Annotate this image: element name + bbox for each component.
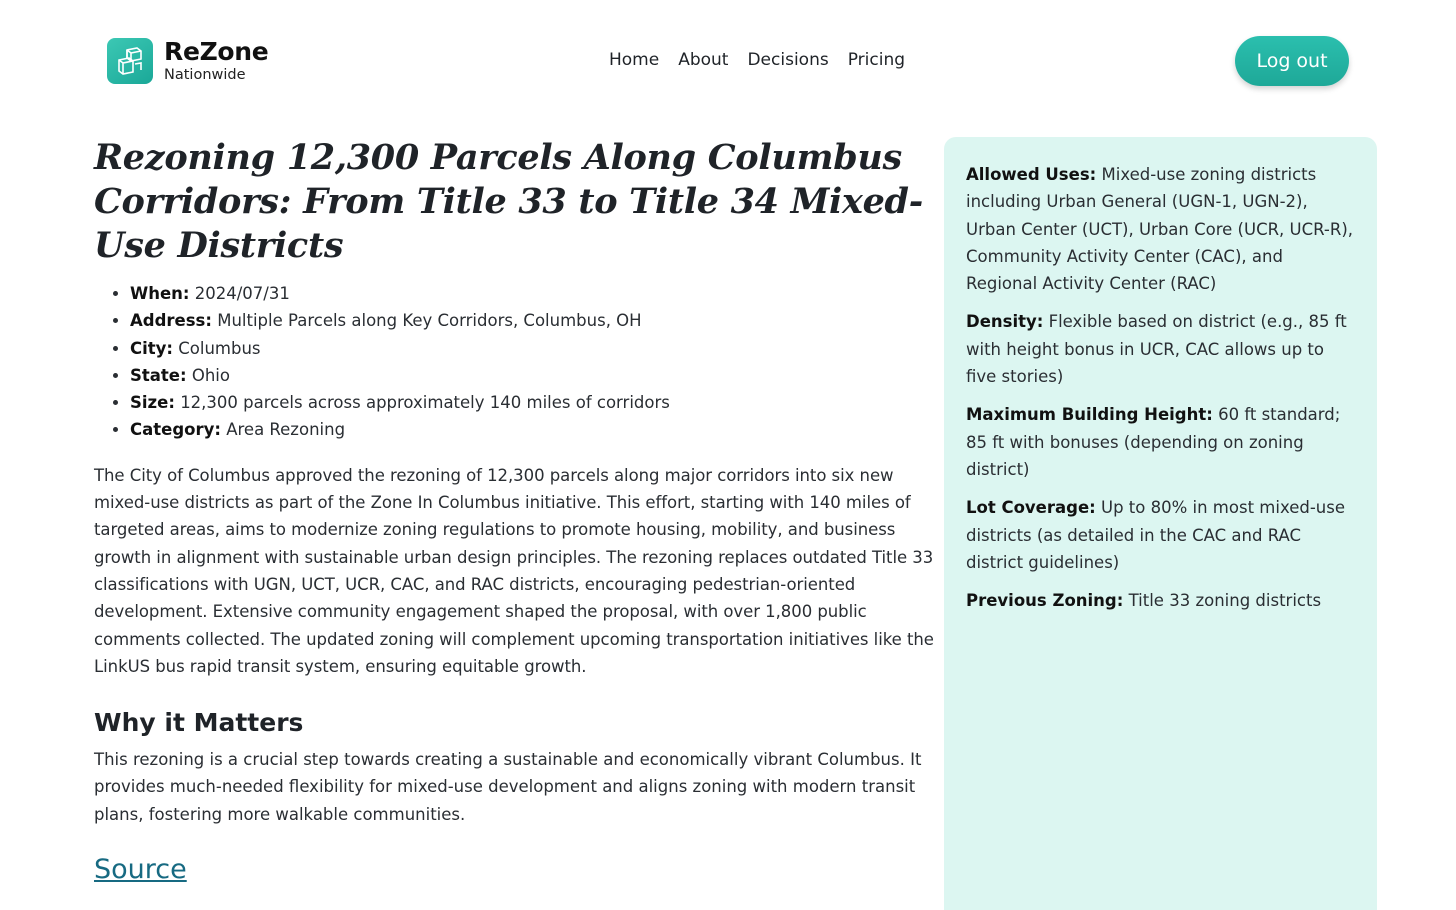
detail-allowed-uses — [966, 161, 1355, 297]
detail-value: Flexible based on district (e.g., 85 ft with height bonus in UCR, CAC allows up to five stories) — [966, 312, 1347, 387]
brand-subtitle: Nationwide — [164, 67, 246, 84]
meta-value: Multiple Parcels along Key Corridors, Columbus, OH — [217, 311, 642, 331]
nav-decisions[interactable]: Decisions — [747, 50, 829, 70]
article — [94, 136, 934, 885]
article-title: Rezoning 12,300 Parcels Along Columbus Corridors: From Title 33 to Title 34 Mixed-Use Districts — [94, 137, 923, 266]
nav-pricing[interactable]: Pricing — [847, 50, 906, 70]
detail-value: Up to 80% in most mixed-use districts (as detailed in the CAC and RAC district guidelines) — [966, 498, 1345, 572]
meta-value: 12,300 parcels across approximately 140 miles of corridors — [180, 393, 670, 413]
meta-value: 2024/07/31 — [194, 284, 290, 303]
source-link[interactable]: Source — [94, 854, 187, 886]
detail-value: Title 33 zoning districts — [1128, 591, 1322, 611]
zoning-details-panel — [944, 137, 1377, 910]
detail-density — [966, 308, 1355, 390]
meta-label: Size: — [130, 393, 175, 413]
why-it-matters-text: This rezoning is a crucial step towards creating a sustainable and economically vibrant Columbus. It provides much-needed flexibility for mixed-use development and aligns zoning with modern transit plans, fostering more walkable communities. — [94, 750, 922, 824]
brand[interactable] — [107, 38, 268, 84]
logout-button[interactable]: Log out — [1235, 36, 1349, 86]
detail-value: Mixed-use zoning districts including Urban General (UGN-1, UGN-2), Urban Center (UCT), Urban Core (UCR, UCR-R), Community Activity Center (CAC), and Regional Activity Center (RAC) — [966, 165, 1354, 294]
detail-max-height — [966, 401, 1355, 483]
detail-label: Lot Coverage: — [966, 498, 1096, 518]
meta-item-size — [130, 389, 934, 416]
brand-name: ReZone — [164, 37, 269, 67]
detail-label: Allowed Uses: — [966, 165, 1097, 184]
building-logo-icon — [107, 38, 153, 84]
why-it-matters-heading: Why it Matters — [94, 708, 304, 738]
meta-label: Address: — [130, 311, 212, 331]
nav-about[interactable]: About — [678, 50, 729, 70]
meta-label: State: — [130, 365, 187, 385]
main-nav — [609, 50, 924, 70]
nav-home[interactable]: Home — [609, 50, 660, 70]
meta-label: Category: — [130, 420, 221, 440]
meta-item-address — [130, 307, 934, 334]
detail-label: Density: — [966, 312, 1044, 332]
meta-item-when — [130, 280, 934, 307]
meta-value: Columbus — [178, 338, 261, 358]
meta-label: City: — [130, 338, 174, 358]
meta-label: When: — [130, 284, 190, 303]
detail-value: 60 ft standard; 85 ft with bonuses (depending on zoning district) — [966, 405, 1341, 479]
meta-item-state — [130, 362, 934, 389]
detail-lot-coverage — [966, 494, 1355, 576]
meta-item-city — [130, 335, 934, 362]
meta-item-category — [130, 416, 934, 443]
meta-value: Ohio — [191, 365, 230, 385]
detail-label: Maximum Building Height: — [966, 405, 1213, 425]
detail-label: Previous Zoning: — [966, 591, 1124, 611]
meta-value: Area Rezoning — [226, 420, 346, 440]
article-body: The City of Columbus approved the rezoning of 12,300 parcels along major corridors into six new mixed-use districts as part of the Zone In Columbus initiative. This effort, starting with 140 miles of targeted areas, aims to modernize zoning regulations to promote housing, mobility, and business growth in alignment with sustainable urban design principles. The rezoning replaces outdated Title 33 classifications with UGN, UCT, UCR, CAC, and RAC districts, encouraging pedestrian-oriented development. Extensive community engagement shaped the proposal, with over 1,800 public comments collected. The updated zoning will complement upcoming transportation initiatives like the LinkUS bus rapid transit system, ensuring equitable growth. — [94, 465, 934, 676]
site-header — [0, 0, 1456, 120]
detail-previous-zoning — [966, 587, 1355, 614]
article-meta-list — [130, 280, 934, 444]
